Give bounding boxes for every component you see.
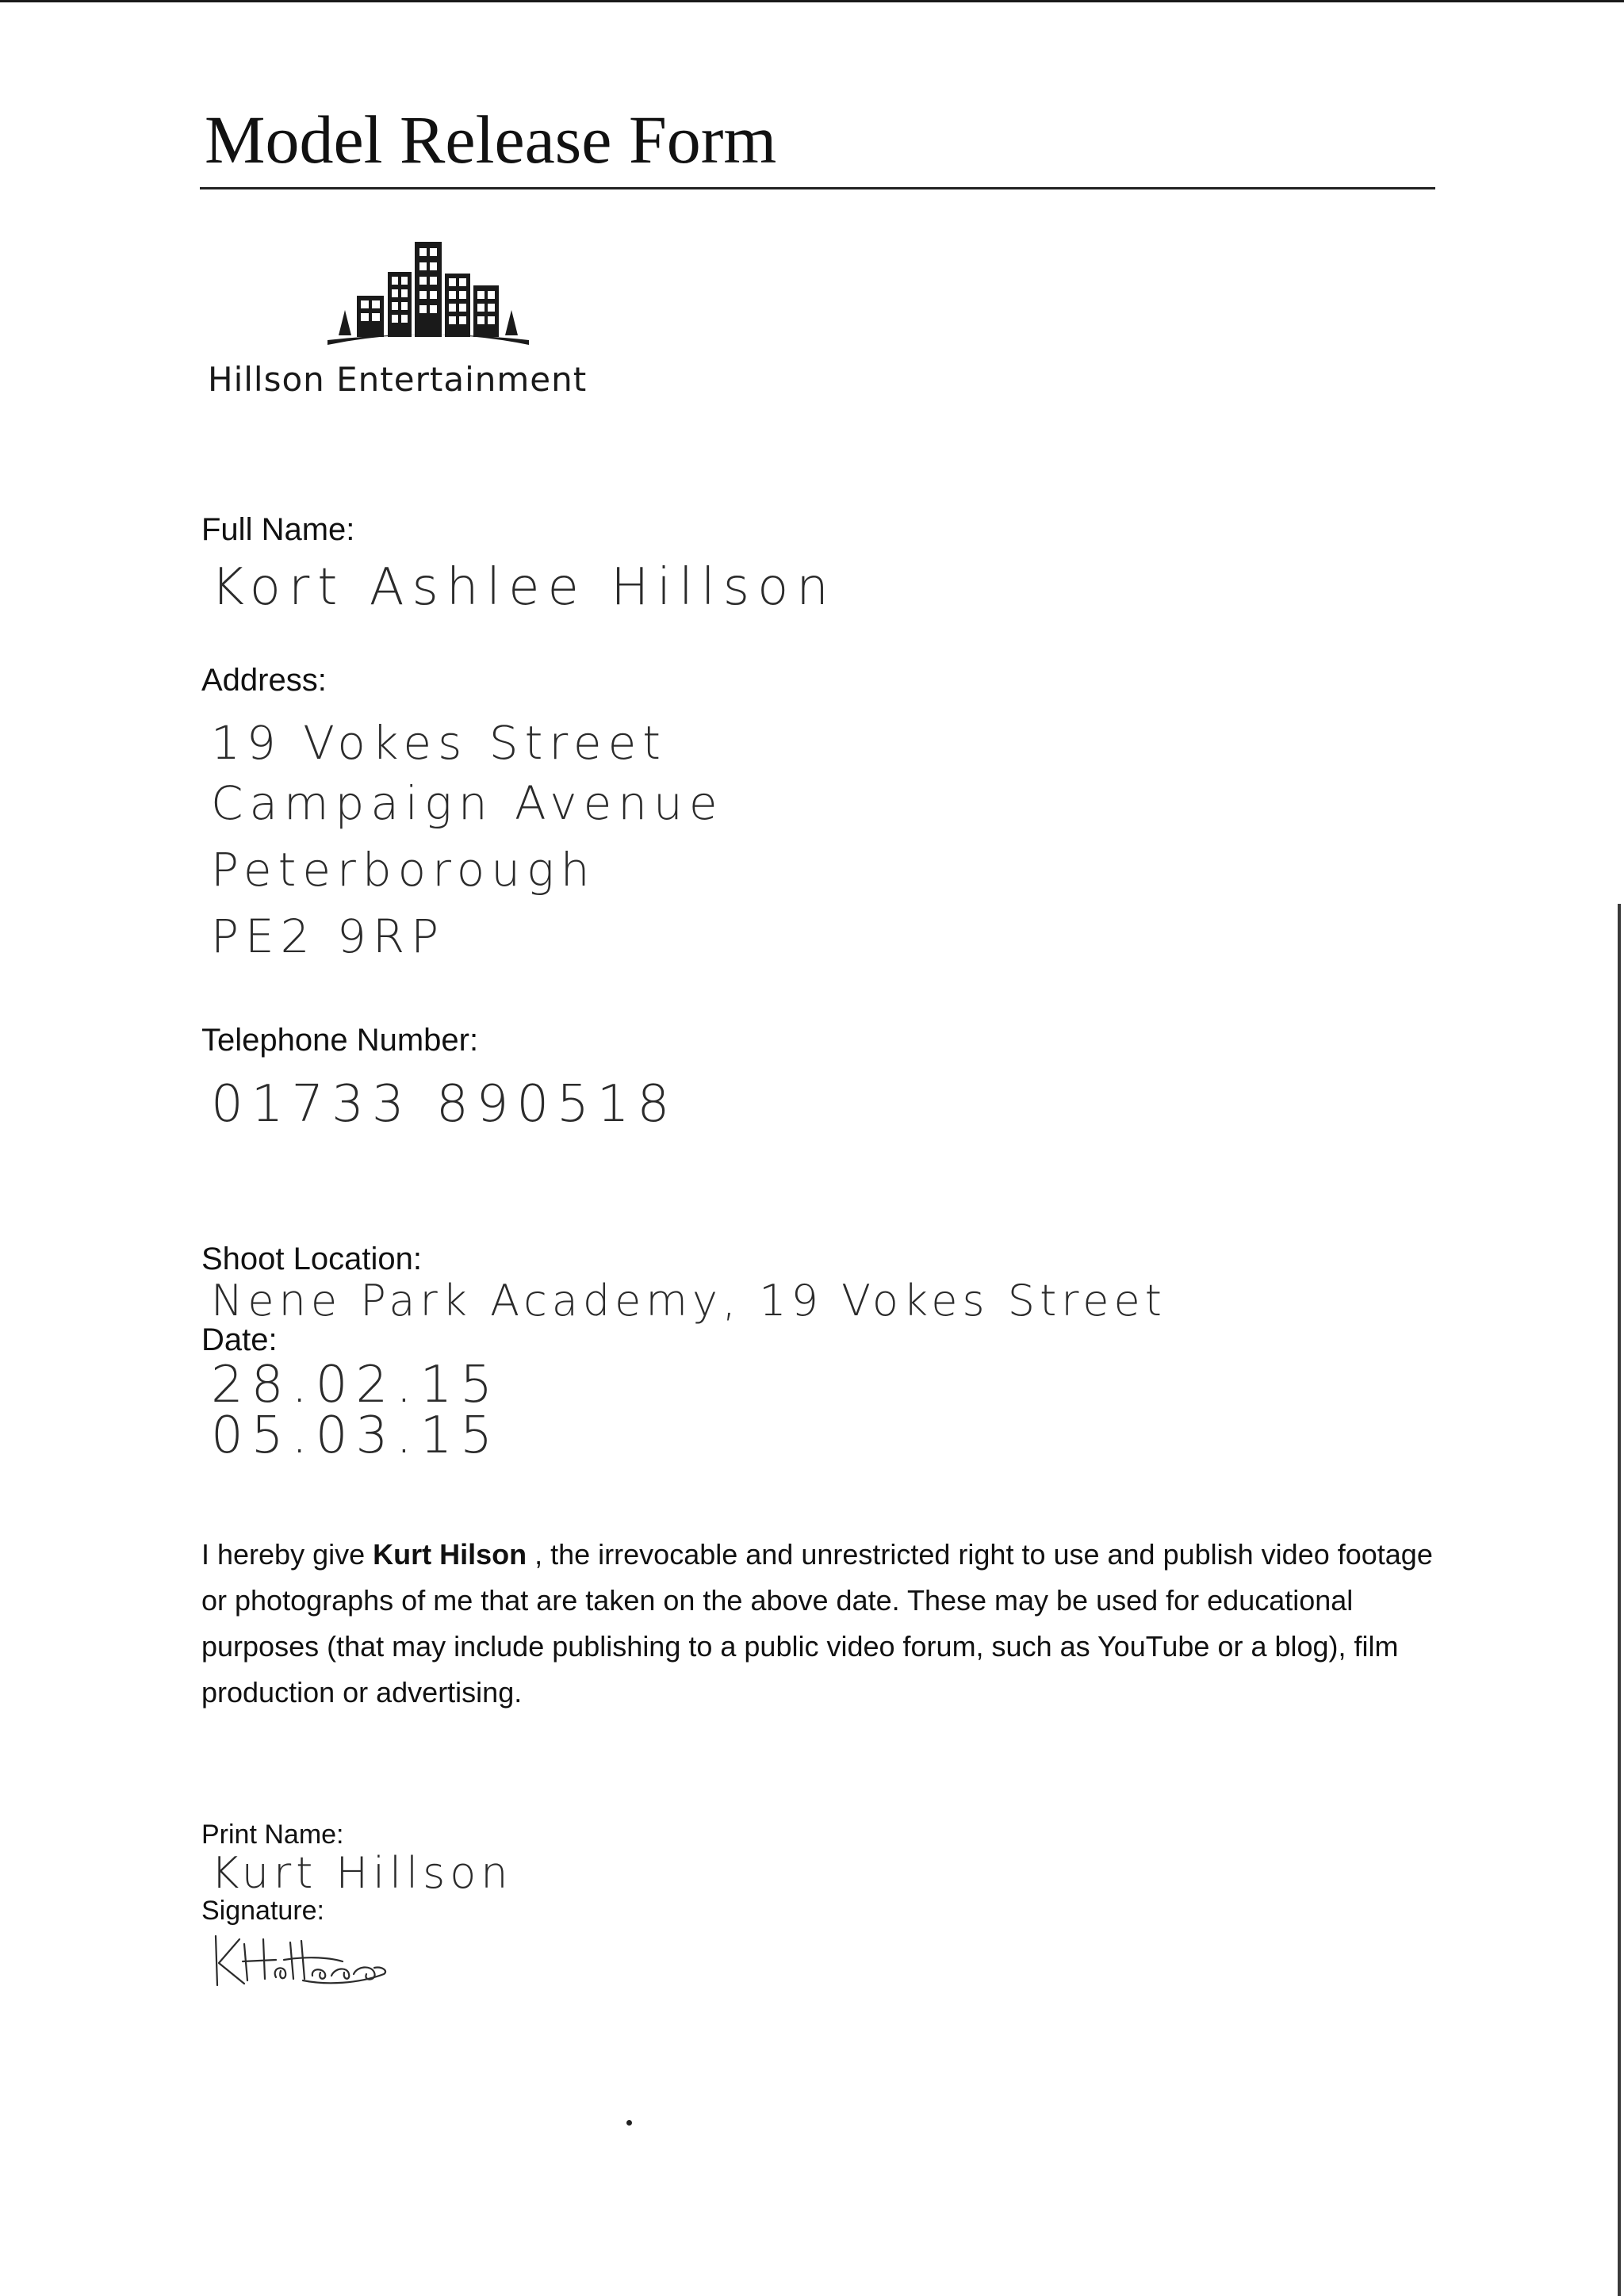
page-title: Model Release Form: [205, 101, 777, 178]
consent-paragraph: [201, 1532, 1438, 1716]
print-name-label: Print Name:: [201, 1820, 344, 1850]
telephone-label: Telephone Number:: [201, 1023, 479, 1058]
scan-speck: [626, 2120, 632, 2126]
date-label: Date:: [201, 1322, 278, 1357]
shoot-location-label: Shoot Location:: [201, 1242, 422, 1276]
date-value-2: 05.03.15: [211, 1406, 500, 1465]
consent-name: Kurt Hilson: [373, 1538, 527, 1571]
address-line-1: 19 Vokes Street: [211, 716, 667, 770]
scan-top-edge: [0, 0, 1624, 2]
title-divider: [200, 187, 1435, 189]
full-name-value: Kort Ashlee Hillson: [211, 558, 837, 617]
signature-label: Signature:: [201, 1896, 324, 1926]
date-value-1: 28.02.15: [211, 1356, 500, 1414]
company-name: Hillson Entertainment: [208, 360, 588, 399]
address-line-4: PE2 9RP: [211, 909, 446, 963]
scan-right-edge: [1618, 904, 1621, 2296]
print-name-value: Kurt Hillson: [211, 1848, 513, 1898]
city-skyline-logo-icon: [321, 242, 535, 353]
handwritten-signature: [208, 1928, 390, 1992]
consent-suffix: , the irrevocable and unrestricted right to use and publish video footage or photographs of me that are taken on the above date. These may be used for educational purposes (that may include publishing to a public video forum, such as YouTube or a blog), film production or advertising.: [201, 1538, 1433, 1709]
consent-prefix: I hereby give: [201, 1538, 373, 1571]
address-line-3: Peterborough: [211, 843, 596, 897]
telephone-value: 01733 890518: [211, 1075, 678, 1134]
full-name-label: Full Name:: [201, 512, 355, 547]
address-label: Address:: [201, 663, 327, 698]
shoot-location-value: Nene Park Academy, 19 Vokes Street: [211, 1276, 1166, 1326]
address-line-2: Campaign Avenue: [211, 776, 724, 830]
